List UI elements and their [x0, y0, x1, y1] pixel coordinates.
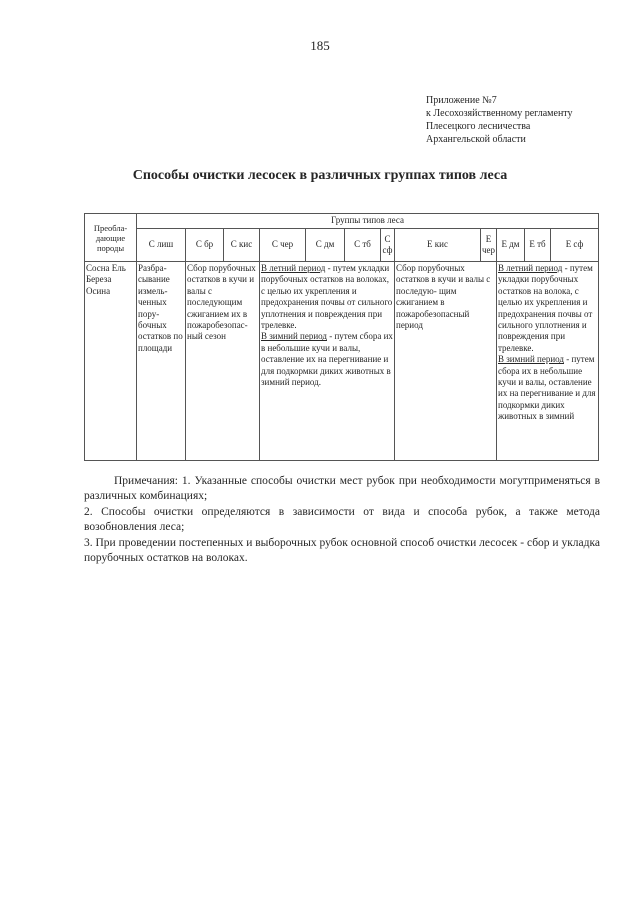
col-header: С тб	[345, 229, 381, 262]
document-title: Способы очистки лесосек в различных группах типов леса	[132, 168, 508, 183]
appendix-line: Плесецкого лесничества	[426, 121, 531, 132]
summer-label: В летний период	[261, 263, 326, 273]
winter-text: - путем сбора их в небольшие кучи и валы, оставление их на перегнивание и для подкормки диких животных в зимний период.	[261, 331, 393, 388]
col-header-predominant: Преобла- дающие породы	[85, 214, 137, 262]
page-number: 185	[310, 38, 330, 53]
winter-label: В зимний период	[498, 354, 564, 365]
col-header: С чер	[260, 229, 306, 262]
method-cell-e-kis: Сбор порубочных остатков в кучи и валы с последую- щим сжиганием в пожаробезопасный период	[395, 262, 497, 461]
col-header: Е тб	[525, 229, 551, 262]
cleaning-methods-table	[84, 213, 599, 461]
note-3: 3. При проведении постепенных и выборочных рубок основной способ очистки лесосек - сбор и укладка порубочных остатков на волоках.	[84, 537, 600, 564]
winter-text: - путем сбора их в небольшие кучи и валы, оставление их на перегнивание и для подкормки диких животных в зимний	[498, 354, 596, 422]
method-cell-e-cher	[497, 262, 599, 461]
appendix-block	[426, 94, 626, 146]
group-header: Группы типов леса	[137, 214, 599, 229]
col-header: С бр	[186, 229, 224, 262]
appendix-line: Архангельской области	[426, 134, 526, 145]
method-cell-s-cher	[260, 262, 395, 461]
method-cell-s-lish: Разбра- сывание измель- ченных пору- бочных остатков по площади	[137, 262, 186, 461]
col-header: С лиш	[137, 229, 186, 262]
col-header: Е чер	[481, 229, 497, 262]
col-header: Е дм	[497, 229, 525, 262]
col-header: С кис	[224, 229, 260, 262]
appendix-line: к Лесохозяйственному регламенту	[426, 108, 573, 119]
summer-label: В летний период	[498, 263, 563, 273]
summer-text: - путем укладки порубочных остатков на волока, с целью их укрепления и предохранения почвы от сильного уплотнения и повреждения при трелевке.	[498, 263, 593, 353]
method-cell-s-br-kis: Сбор порубочных остатков в кучи и валы с последующим сжиганием их в пожаробезопас- ный сезон	[186, 262, 260, 461]
col-header: Е кис	[395, 229, 481, 262]
col-header: С дм	[306, 229, 345, 262]
notes-block	[84, 474, 600, 567]
note-2: 2. Способы очистки определяются в зависимости от вида и способа рубок, а также метода возобновления леса;	[84, 506, 600, 533]
species-cell: Сосна Ель Береза Осина	[85, 262, 137, 461]
summer-text: - путем укладки порубочных остатков на волоках, с целью их укрепления и предохранения почвы от сильного уплотнения и повреждения при трелевке.	[261, 263, 393, 331]
col-header: С сф	[381, 229, 395, 262]
col-header: Е сф	[551, 229, 599, 262]
appendix-line: Приложение №7	[426, 95, 497, 106]
winter-label: В зимний период	[261, 331, 327, 342]
note-1: Примечания: 1. Указанные способы очистки мест рубок при необходимости могутприменяться в различных комбинациях;	[84, 475, 600, 502]
